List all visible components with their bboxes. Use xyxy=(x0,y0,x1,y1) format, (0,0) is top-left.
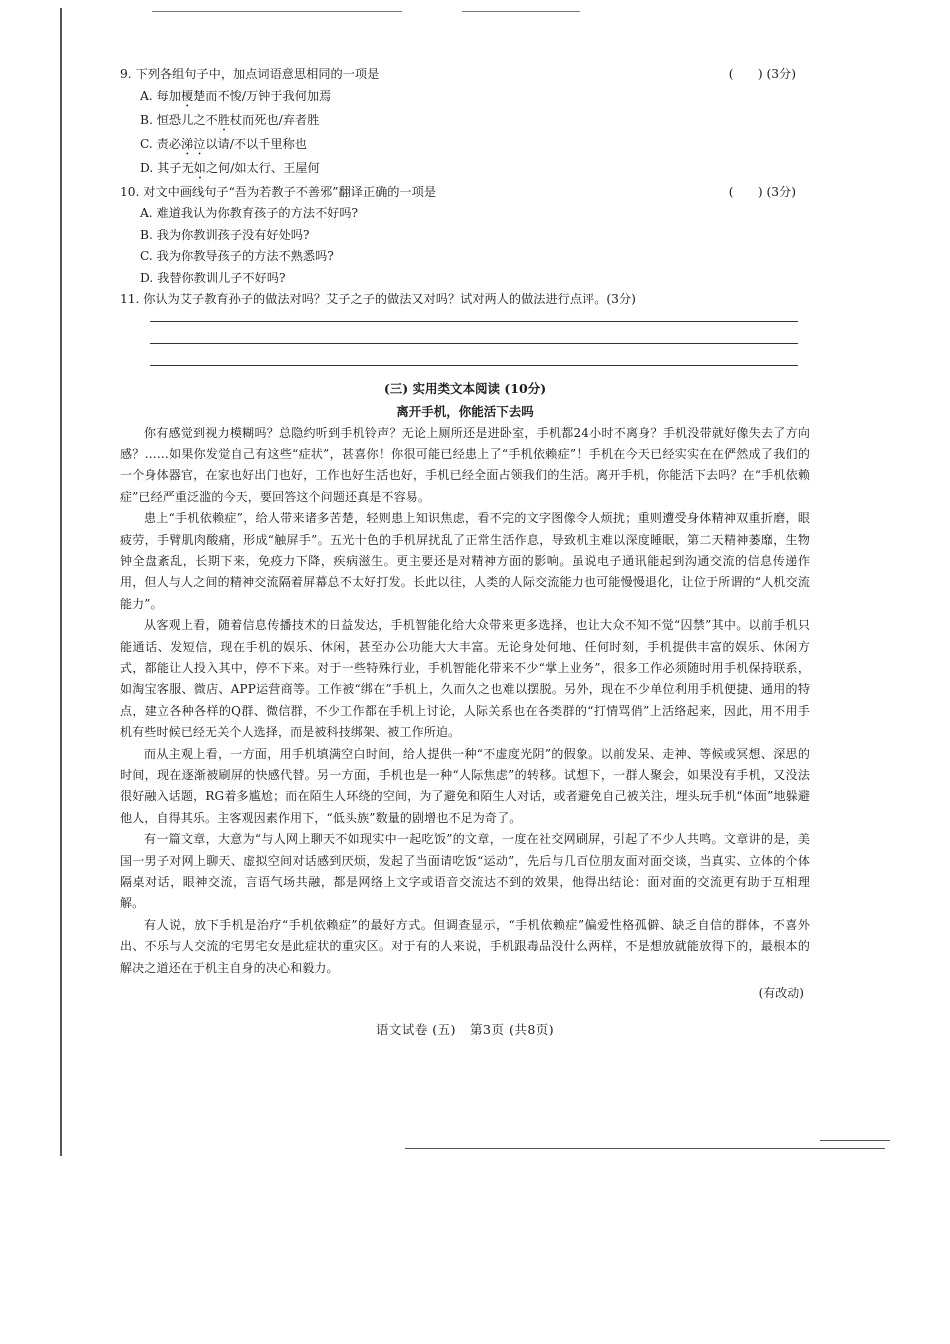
exam-name: 语文试卷 (五) xyxy=(375,1021,457,1037)
page-left-edge xyxy=(60,8,62,1156)
top-rule xyxy=(462,11,580,12)
answer-line[interactable] xyxy=(150,343,798,344)
question-9-score: ( ) (3分) xyxy=(728,67,796,81)
page-footer xyxy=(120,1019,810,1041)
dotted-word: 胜 xyxy=(217,112,230,127)
article-title: 离开手机，你能活下去吗 xyxy=(396,404,534,419)
dotted-word: 涕泣 xyxy=(181,136,206,151)
exam-page-content xyxy=(120,64,810,1040)
bottom-rule xyxy=(405,1148,885,1149)
page-number: 第3页 (共8页) xyxy=(470,1021,555,1037)
question-10-quote: “吾为若教子不善邪” xyxy=(228,184,339,199)
question-10-option-b: B. 我为你教训孩子没有好处吗? xyxy=(140,227,310,242)
question-11-stem: 11. 你认为艾子教育孙子的做法对吗？艾子之子的做法又对吗？试对两人的做法进行点评。(3分) xyxy=(120,292,636,306)
top-rule xyxy=(152,11,402,12)
question-9-option-c: C. 责必涕泣以请/不以千里称也 xyxy=(140,136,307,151)
article-paragraph: 你有感觉到视力模糊吗？总隐约听到手机铃声？无论上厕所还是进卧室，手机都24小时不离身？手机没带就好像失去了方向感？……如果你发觉自己有这些“症状”，甚喜你！你很可能已经患上了“手机依赖症”！手机在今天已经实实在在俨然成了我们的一个身体器官，在家也好出门也好，工作也好生活也好，手机已经全面占领我们的生活。离开手机，你能活下去吗？在“手机依赖症”已经严重泛滥的今天，要回答这个问题还真是不容易。 xyxy=(120,425,810,504)
question-10-text-pre: 10. 对文中画线句子 xyxy=(120,184,229,199)
question-10-score: ( ) (3分) xyxy=(728,184,796,199)
question-10-text-post: 翻译正确的一项是 xyxy=(338,184,437,199)
dotted-word: 榎 xyxy=(180,88,194,103)
question-10-option-d: D. 我替你教训儿子不好吗? xyxy=(140,270,286,285)
article-paragraph: 有人说，放下手机是治疗“手机依赖症”的最好方式。但调查显示，“手机依赖症”偏爱性格孤僻、缺乏自信的群体，不喜外出、不乐与人交流的宅男宅女是此症状的重灾区。对于有的人来说，手机跟毒品没什么两样，不是想放就能放得下的，最根本的解决之道还在于机主自身的决心和毅力。 xyxy=(120,917,810,975)
answer-line[interactable] xyxy=(150,321,798,322)
question-9-option-a: A. 每加榎楚而不悛/万钟于我何加焉 xyxy=(140,88,332,103)
article-paragraph: 从客观上看，随着信息传播技术的日益发达，手机智能化给大众带来更多选择，也让大众不知不觉“囚禁”其中。以前手机只能通话、发短信，现在手机的娱乐、休闲，甚至办公功能大大丰富。无论身处何地、任何时刻，手机提供丰富的娱乐、休闲方式，都能让人投入其中，停不下来。对于一些特殊行业，手机智能化带来不少“掌上业务”，很多工作必须随时用手机保持联系，如淘宝客服、微店、APP运营商等。工作被“绑在”手机上，久而久之也难以摆脱。另外，现在不少单位利用手机便捷、通用的特点，建立各种各样的Q群、微信群，不少工作都在手机上讨论，人际关系也在各类群的“打情骂俏”上活络起来，因此，用不用手机有些时候已经无关个人选择，而是被科技绑架、被工作所迫。 xyxy=(120,618,810,740)
article-paragraph: 而从主观上看，一方面，用手机填满空白时间，给人提供一种“不虚度光阴”的假象。以前发呆、走神、等候或冥想、深思的时间，现在逐渐被刷屏的快感代替。另一方面，手机也是一种“人际焦虑”的转移。试想下，一群人聚会，如果没有手机，又没法很好融入话题，RG着多尴尬；而在陌生人环绕的空间，为了避免和陌生人对话，或者避免自己被关注，埋头玩手机“体面”地躲避他人，自得其乐。主客观因素作用下，“低头族”数量的剧增也不足为奇了。 xyxy=(120,746,810,825)
question-10-option-a: A. 难道我认为你教育孩子的方法不好吗? xyxy=(140,206,359,220)
answer-line[interactable] xyxy=(150,365,798,366)
bottom-rule xyxy=(820,1140,890,1141)
question-10-option-c: C. 我为你教导孩子的方法不熟悉吗? xyxy=(140,249,334,263)
dotted-word: 如 xyxy=(193,160,206,175)
article-paragraph: 有一篇文章，大意为“与人网上聊天不如现实中一起吃饭”的文章，一度在社交网刷屏，引起了不少人共鸣。文章讲的是，美国一男子对网上聊天、虚拟空间对话感到厌烦，发起了当面请吃饭“运动”，先后与几百位朋友面对面交谈，当真实、立体的个体隔桌对话，眼神交流，言语气场共融，都是网络上文字或语音交流达不到的效果，他得出结论：面对面的交流更有助于互相理解。 xyxy=(120,832,810,911)
question-9-stem xyxy=(120,64,810,86)
source-note: (有改动) xyxy=(758,986,804,1001)
question-9-option-d: D. 其子无如之何/如太行、王屋何 xyxy=(140,160,320,175)
section-heading: (三) 实用类文本阅读 (10分) xyxy=(383,380,547,396)
question-10-stem xyxy=(120,182,810,204)
question-9-option-b: B. 恒恐儿之不胜杖而死也/弃者胜 xyxy=(140,112,320,127)
article-paragraph: 患上“手机依赖症”，给人带来诸多苦楚，轻则患上知识焦虑，看不完的文字图像令人烦扰；重则遭受身体精神双重折磨，眼疲劳，手臂肌肉酸痛，形成“触屏手”。五光十色的手机屏扰乱了正常生活作息，导致机主难以深度睡眠，第二天精神萎靡，生物钟全盘紊乱，长期下来，免疫力下降，疾病滋生。更主要还是对精神方面的影响。虽说电子通讯能起到沟通交流的信息传递作用，但人与人之间的精神交流隔着屏幕总不太好打发。长此以往，人类的人际交流能力也可能慢慢退化，让位于所谓的“人机交流能力”。 xyxy=(120,511,810,611)
question-9-text: 9. 下列各组句子中，加点词语意思相同的一项是 xyxy=(120,67,380,81)
